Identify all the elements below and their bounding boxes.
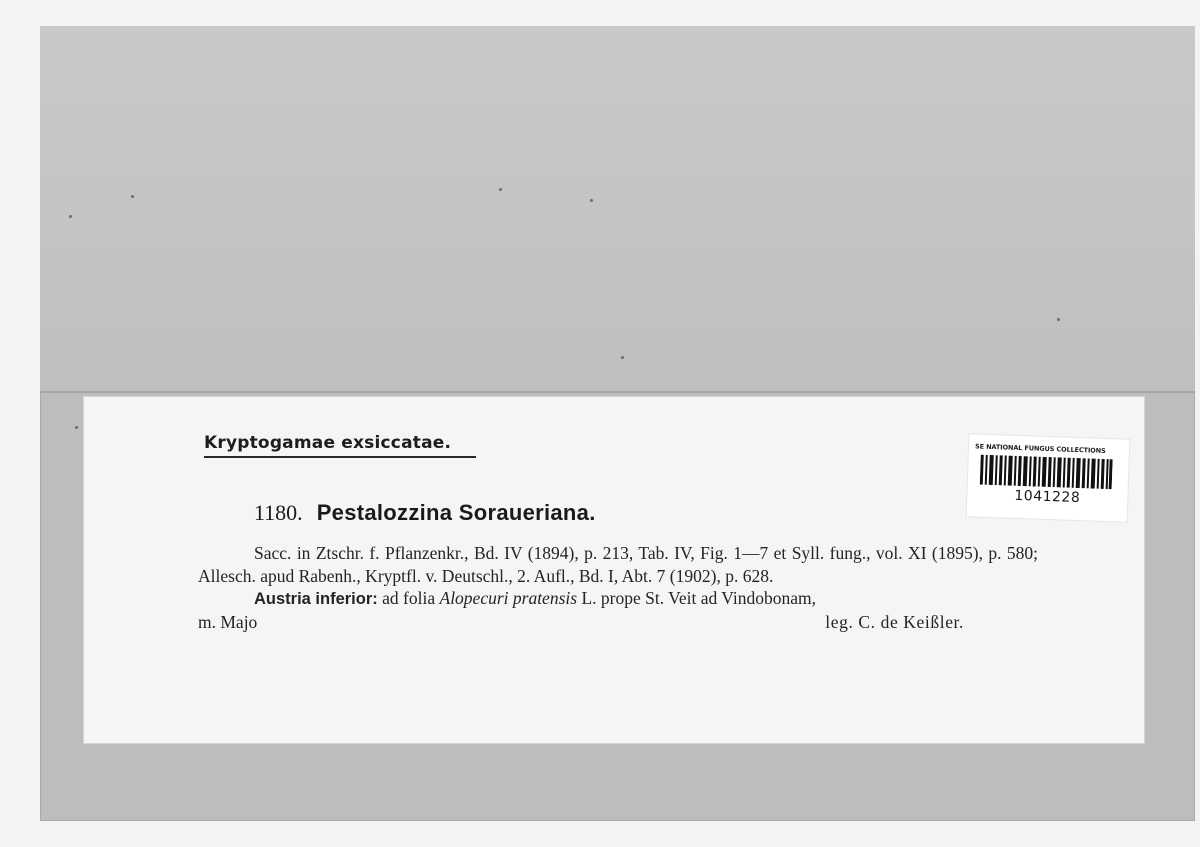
series-title: Kryptogamae exsiccatae.	[204, 433, 476, 458]
barcode-icon	[980, 455, 1113, 490]
folder-flap	[40, 26, 1195, 393]
taxon-name: Pestalozzina Soraueriana.	[316, 500, 596, 525]
host-plant: Alopecuri pratensis	[439, 588, 578, 608]
barcode-institution: SE NATIONAL FUNGUS COLLECTIONS	[974, 442, 1106, 455]
collection-date: m. Majo	[198, 611, 258, 632]
locality-line	[198, 587, 1038, 611]
date-collector-line	[198, 611, 1038, 633]
locality-region: Austria inferior:	[254, 590, 378, 608]
specimen-heading	[254, 500, 596, 526]
literature-references: Sacc. in Ztschr. f. Pflanzenkr., Bd. IV (1894), p. 213, Tab. IV, Fig. 1—7 et Syll. fung., vol. XI (1895), p. 580; Allesch. apud Rabenh., Kryptfl. v. Deutschl., 2. Aufl., Bd. I, Abt. 7 (1902), p. 628.	[198, 543, 1038, 586]
barcode-number: 1041228	[1014, 487, 1081, 507]
locality-substrate: ad folia	[377, 588, 440, 608]
label-body	[198, 542, 1038, 633]
exsiccata-number: 1180.	[254, 500, 303, 525]
locality-place: L. prope St. Veit ad Vindobonam,	[577, 588, 816, 608]
collector-name: leg. C. de Keißler.	[825, 611, 964, 632]
barcode-label	[967, 434, 1130, 522]
specimen-label	[84, 397, 1144, 743]
